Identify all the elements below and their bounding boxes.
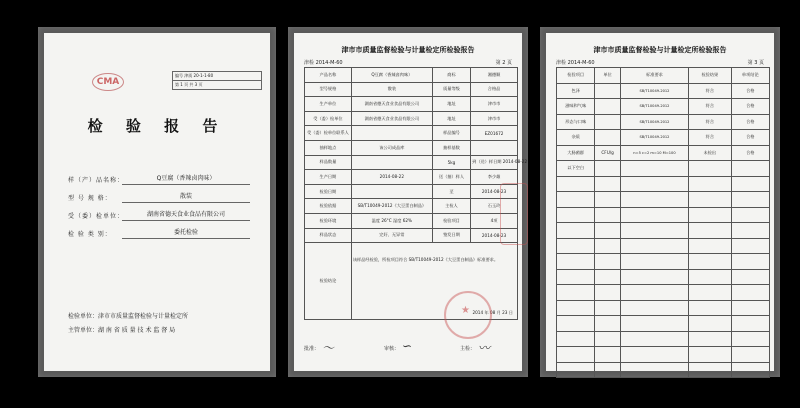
info-cell: 检验日期 bbox=[305, 184, 352, 199]
seal-star-icon: ★ bbox=[461, 305, 470, 316]
result-cell: SB/T10049-2012 bbox=[620, 83, 688, 99]
empty-cell bbox=[731, 238, 769, 254]
empty-cell bbox=[595, 223, 621, 239]
info-cell: 型号规格 bbox=[305, 82, 352, 97]
info-cell: 到（送）样日期 2014-08-22 bbox=[471, 155, 518, 170]
empty-cell bbox=[731, 362, 769, 378]
info-row bbox=[305, 155, 518, 170]
empty-cell bbox=[689, 207, 732, 223]
empty-cell bbox=[595, 207, 621, 223]
info-cell: 地址 bbox=[432, 111, 470, 126]
empty-cell bbox=[731, 207, 769, 223]
info-cell: 湖南省德天食业食品有限公司 bbox=[351, 97, 432, 112]
header-cell: 检验结果 bbox=[689, 68, 732, 84]
empty-cell bbox=[557, 238, 595, 254]
reviewer-signature: ∽ bbox=[402, 339, 413, 353]
report-title: 津市市质量监督检验与计量检定所检验报告 bbox=[341, 46, 475, 54]
empty-cell bbox=[620, 269, 688, 285]
info-cell: 检验项目 bbox=[432, 213, 470, 228]
info-cell: 至 bbox=[432, 184, 470, 199]
info-cell bbox=[351, 184, 432, 199]
result-cell bbox=[595, 99, 621, 115]
empty-cell bbox=[595, 254, 621, 270]
side-stamp bbox=[500, 183, 528, 245]
result-cell: SB/T10049-2012 bbox=[620, 99, 688, 115]
result-row bbox=[557, 161, 770, 177]
info-cell: 湘德顺 bbox=[471, 68, 518, 83]
empty-cell bbox=[689, 223, 732, 239]
empty-cell bbox=[731, 347, 769, 363]
empty-cell bbox=[620, 254, 688, 270]
empty-cell bbox=[689, 300, 732, 316]
result-cell: 未检出 bbox=[689, 145, 732, 161]
empty-cell bbox=[595, 269, 621, 285]
result-cell: SB/T10049-2012 bbox=[620, 114, 688, 130]
result-cell bbox=[595, 114, 621, 130]
empty-row bbox=[557, 362, 770, 378]
issue-date: 2014 年 08 月 23 日 bbox=[472, 310, 513, 316]
info-cell: 津市市 bbox=[471, 111, 518, 126]
result-cell bbox=[689, 161, 732, 177]
info-row bbox=[305, 68, 518, 83]
info-cell: 2014-08-23 bbox=[471, 184, 518, 199]
results-header bbox=[557, 68, 770, 84]
empty-cell bbox=[620, 238, 688, 254]
info-cell: 检验环境 bbox=[305, 213, 352, 228]
empty-cell bbox=[557, 269, 595, 285]
empty-row bbox=[557, 254, 770, 270]
empty-cell bbox=[620, 192, 688, 208]
empty-cell bbox=[620, 331, 688, 347]
empty-cell bbox=[557, 192, 595, 208]
empty-cell bbox=[689, 316, 732, 332]
header-cell: 单位 bbox=[595, 68, 621, 84]
page-number: 第 3 页 bbox=[747, 60, 764, 66]
inspector-signature: 〰 bbox=[478, 341, 491, 355]
field-inspection-type: 检 验 类 别： 委托检验 bbox=[68, 227, 250, 241]
info-cell: 抽样基数 bbox=[432, 140, 470, 155]
info-cell: 2014-08-22 bbox=[351, 170, 432, 185]
empty-row bbox=[557, 285, 770, 301]
info-cell: 5kg bbox=[432, 155, 470, 170]
empty-cell bbox=[557, 347, 595, 363]
empty-cell bbox=[620, 176, 688, 192]
sig-inspector-label: 主检： bbox=[460, 346, 476, 352]
empty-cell bbox=[620, 207, 688, 223]
report-page-2-frame bbox=[288, 27, 528, 377]
empty-cell bbox=[595, 300, 621, 316]
info-cell: 样品状态 bbox=[305, 228, 352, 243]
empty-cell bbox=[620, 362, 688, 378]
empty-cell bbox=[557, 285, 595, 301]
info-cell bbox=[471, 140, 518, 155]
empty-cell bbox=[595, 347, 621, 363]
result-cell bbox=[595, 161, 621, 177]
result-row bbox=[557, 114, 770, 130]
empty-cell bbox=[595, 316, 621, 332]
result-cell: 合格 bbox=[731, 114, 769, 130]
empty-row bbox=[557, 223, 770, 239]
result-cell: n=5 c=2 m=10 M=100 bbox=[620, 145, 688, 161]
empty-cell bbox=[557, 176, 595, 192]
info-row bbox=[305, 97, 518, 112]
info-cell: 样品数量 bbox=[305, 155, 352, 170]
result-cell: 形态与口味 bbox=[557, 114, 595, 130]
header-cell: 单项结论 bbox=[731, 68, 769, 84]
info-row bbox=[305, 126, 518, 141]
info-row bbox=[305, 140, 518, 155]
empty-cell bbox=[689, 254, 732, 270]
approver-signature: 〜 bbox=[322, 341, 335, 355]
empty-cell bbox=[557, 254, 595, 270]
empty-cell bbox=[557, 362, 595, 378]
info-cell: 完好、无异常 bbox=[351, 228, 432, 243]
report-number: 津检 2014-M-60 bbox=[556, 60, 595, 66]
info-cell bbox=[351, 155, 432, 170]
result-cell: 杂质 bbox=[557, 130, 595, 146]
info-row bbox=[305, 111, 518, 126]
empty-cell bbox=[731, 223, 769, 239]
empty-cell bbox=[557, 223, 595, 239]
cover-page bbox=[44, 33, 270, 371]
empty-cell bbox=[595, 238, 621, 254]
empty-cell bbox=[595, 331, 621, 347]
header-cell: 标准要求 bbox=[620, 68, 688, 84]
conclusion-label: 检验结论 bbox=[305, 243, 352, 320]
result-cell: 合格 bbox=[731, 99, 769, 115]
report-number-box bbox=[172, 71, 262, 90]
result-cell: 色泽 bbox=[557, 83, 595, 99]
info-row bbox=[305, 82, 518, 97]
empty-cell bbox=[731, 192, 769, 208]
footer-inspection-unit: 检验单位：津市市质量监督检验与计量检定所 bbox=[68, 313, 189, 320]
empty-cell bbox=[689, 269, 732, 285]
cma-logo: CMA bbox=[92, 73, 124, 91]
info-cell: 温度 26°C 湿度 62% bbox=[351, 213, 432, 228]
empty-row bbox=[557, 238, 770, 254]
empty-row bbox=[557, 207, 770, 223]
info-cell: 2014-08-23 bbox=[471, 228, 518, 243]
empty-row bbox=[557, 347, 770, 363]
info-cell: 受（委）检单位 bbox=[305, 111, 352, 126]
empty-cell bbox=[689, 176, 732, 192]
empty-cell bbox=[620, 316, 688, 332]
sig-review-label: 审核： bbox=[384, 346, 400, 352]
info-cell: 商标 bbox=[432, 68, 470, 83]
info-cell: SB/T10049-2012《大豆蛋白制品》 bbox=[351, 199, 432, 214]
info-cell: 签发日期 bbox=[432, 228, 470, 243]
info-cell: 主检人 bbox=[432, 199, 470, 214]
empty-cell bbox=[620, 285, 688, 301]
empty-row bbox=[557, 269, 770, 285]
info-cell: 产品名称 bbox=[305, 68, 352, 83]
report-page-3 bbox=[546, 33, 774, 371]
result-cell bbox=[731, 161, 769, 177]
empty-cell bbox=[689, 331, 732, 347]
empty-row bbox=[557, 176, 770, 192]
empty-cell bbox=[620, 223, 688, 239]
result-cell: 大肠菌群 bbox=[557, 145, 595, 161]
results-table bbox=[556, 67, 770, 378]
report-page-3-frame bbox=[540, 27, 780, 377]
report-info-table bbox=[304, 67, 528, 320]
info-cell: 生产日期 bbox=[305, 170, 352, 185]
info-row bbox=[305, 199, 518, 214]
sig-approve-label: 批准： bbox=[304, 346, 320, 352]
empty-cell bbox=[595, 285, 621, 301]
info-cell: EZ01672 bbox=[471, 126, 518, 141]
result-cell: SB/T10049-2012 bbox=[620, 130, 688, 146]
info-cell: 检验依据 bbox=[305, 199, 352, 214]
empty-cell bbox=[689, 362, 732, 378]
info-row bbox=[305, 170, 518, 185]
result-cell bbox=[620, 161, 688, 177]
info-row bbox=[305, 228, 518, 243]
info-cell: 石玉玲 bbox=[471, 199, 518, 214]
result-cell: 符合 bbox=[689, 83, 732, 99]
empty-cell bbox=[689, 285, 732, 301]
result-row bbox=[557, 83, 770, 99]
info-cell: 地址 bbox=[432, 97, 470, 112]
info-cell: 送（抽）样人 bbox=[432, 170, 470, 185]
result-row bbox=[557, 99, 770, 115]
empty-row bbox=[557, 300, 770, 316]
result-cell: 符合 bbox=[689, 130, 732, 146]
result-cell: 合格 bbox=[731, 145, 769, 161]
cover-sheet-frame bbox=[38, 27, 276, 377]
report-number: 津检 2014-M-60 bbox=[304, 60, 343, 66]
empty-cell bbox=[689, 347, 732, 363]
empty-cell bbox=[595, 362, 621, 378]
result-row bbox=[557, 130, 770, 146]
result-cell: 滋味和气味 bbox=[557, 99, 595, 115]
empty-row bbox=[557, 331, 770, 347]
info-cell: 李少雄 bbox=[471, 170, 518, 185]
box-row: 第 1 页 共 3 页 bbox=[173, 81, 262, 90]
empty-cell bbox=[557, 316, 595, 332]
result-cell: 符合 bbox=[689, 99, 732, 115]
info-cell: 津市市 bbox=[471, 97, 518, 112]
info-cell: 生产单位 bbox=[305, 97, 352, 112]
result-cell: 符合 bbox=[689, 114, 732, 130]
info-cell: 散装 bbox=[351, 82, 432, 97]
result-cell: 合格 bbox=[731, 130, 769, 146]
info-cell: 受（委）检单位联系人 bbox=[305, 126, 352, 141]
footer-authority: 主管单位：湖 南 省 质 量 技 术 监 督 局 bbox=[68, 327, 176, 334]
info-cell: 湖南省德天食业食品有限公司 bbox=[351, 111, 432, 126]
empty-cell bbox=[557, 300, 595, 316]
cover-title: 检 验 报 告 bbox=[87, 117, 227, 135]
info-cell: 抽样地点 bbox=[305, 140, 352, 155]
empty-cell bbox=[731, 176, 769, 192]
empty-cell bbox=[620, 300, 688, 316]
empty-cell bbox=[731, 269, 769, 285]
info-cell: 该公司成品库 bbox=[351, 140, 432, 155]
empty-cell bbox=[731, 254, 769, 270]
field-model-spec: 型 号 规 格： 散装 bbox=[68, 191, 250, 205]
result-cell bbox=[595, 83, 621, 99]
header-cell: 检验项目 bbox=[557, 68, 595, 84]
empty-cell bbox=[689, 238, 732, 254]
info-cell: 样品编号 bbox=[432, 126, 470, 141]
result-cell: 合格 bbox=[731, 83, 769, 99]
empty-cell bbox=[557, 331, 595, 347]
empty-cell bbox=[620, 347, 688, 363]
empty-cell bbox=[689, 192, 732, 208]
result-cell: CFU/g bbox=[595, 145, 621, 161]
field-sample-name: 样（产）品名称： Q豆腐（香辣卤肉味） bbox=[68, 173, 250, 187]
info-cell bbox=[351, 126, 432, 141]
empty-row bbox=[557, 192, 770, 208]
empty-cell bbox=[595, 176, 621, 192]
page-number: 第 2 页 bbox=[495, 60, 512, 66]
info-cell: 4项 bbox=[471, 213, 518, 228]
empty-row bbox=[557, 316, 770, 332]
result-cell bbox=[595, 130, 621, 146]
result-row bbox=[557, 145, 770, 161]
empty-cell bbox=[731, 331, 769, 347]
result-cell: 以下空白 bbox=[557, 161, 595, 177]
report-page-2 bbox=[294, 33, 528, 371]
report-title: 津市市质量监督检验与计量检定所检验报告 bbox=[593, 46, 727, 54]
info-row bbox=[305, 213, 518, 228]
field-client: 受（委）检单位： 湖南省德天食业食品有限公司 bbox=[68, 209, 250, 223]
box-row: 编号 津质 20-1-1-80 bbox=[173, 72, 262, 81]
empty-cell bbox=[731, 285, 769, 301]
empty-cell bbox=[731, 316, 769, 332]
info-cell: 合格品 bbox=[471, 82, 518, 97]
info-cell: 质量等级 bbox=[432, 82, 470, 97]
empty-cell bbox=[731, 300, 769, 316]
empty-cell bbox=[557, 207, 595, 223]
info-row bbox=[305, 184, 518, 199]
conclusion-text: 该样品经检验，所检项目符合 SB/T10049-2012《大豆蛋白制品》标准要求。 bbox=[352, 257, 499, 263]
info-cell: Q豆腐（香辣卤肉味） bbox=[351, 68, 432, 83]
empty-cell bbox=[595, 192, 621, 208]
